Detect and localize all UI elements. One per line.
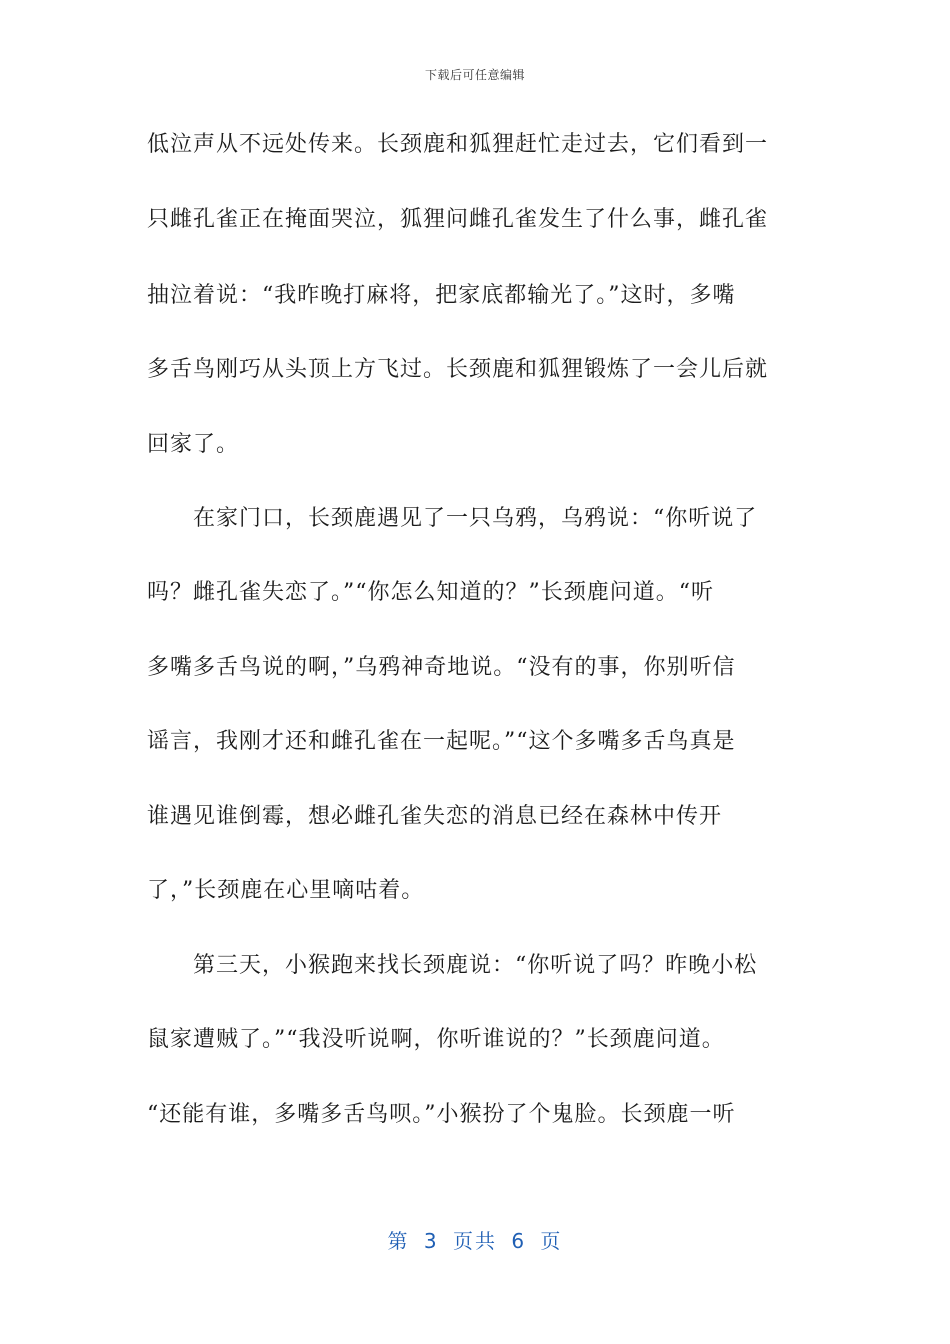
text-line: 多舌鸟刚巧从头顶上方飞过。长颈鹿和狐狸锻炼了一会儿后就 <box>147 357 769 382</box>
text-line: 抽泣着说：“我昨晚打麻将，把家底都输光了。”这时，多嘴 <box>147 283 736 308</box>
paragraph-first-line: 在家门口，长颈鹿遇见了一只乌鸦，乌鸦说：“你听说了 <box>193 506 758 531</box>
paragraph-first-line: 第三天，小猴跑来找长颈鹿说：“你听说了吗？昨晚小松 <box>193 953 758 978</box>
page-number-footer: 第 3 页共 6 页 <box>387 1229 563 1253</box>
page-header: 下载后可任意编辑 <box>424 68 525 82</box>
text-line: 了，”长颈鹿在心里嘀咕着。 <box>147 878 425 903</box>
text-line: 低泣声从不远处传来。长颈鹿和狐狸赶忙走过去，它们看到一 <box>147 132 769 157</box>
text-line: 鼠家遭贼了。”“我没听说啊，你听谁说的？”长颈鹿问道。 <box>147 1027 725 1052</box>
text-line: 回家了。 <box>147 432 240 457</box>
text-line: 吗？雌孔雀失恋了。”“你怎么知道的？”长颈鹿问道。“听 <box>147 580 714 605</box>
text-line: 谁遇见谁倒霉，想必雌孔雀失恋的消息已经在森林中传开 <box>147 804 723 829</box>
text-line: 多嘴多舌鸟说的啊，”乌鸦神奇地说。“没有的事，你别听信 <box>147 655 736 680</box>
text-line: 谣言，我刚才还和雌孔雀在一起呢。”“这个多嘴多舌鸟真是 <box>147 729 736 754</box>
text-line: “还能有谁，多嘴多舌鸟呗。”小猴扮了个鬼脸。长颈鹿一听 <box>147 1102 736 1127</box>
text-line: 只雌孔雀正在掩面哭泣，狐狸问雌孔雀发生了什么事，雌孔雀 <box>147 207 769 232</box>
